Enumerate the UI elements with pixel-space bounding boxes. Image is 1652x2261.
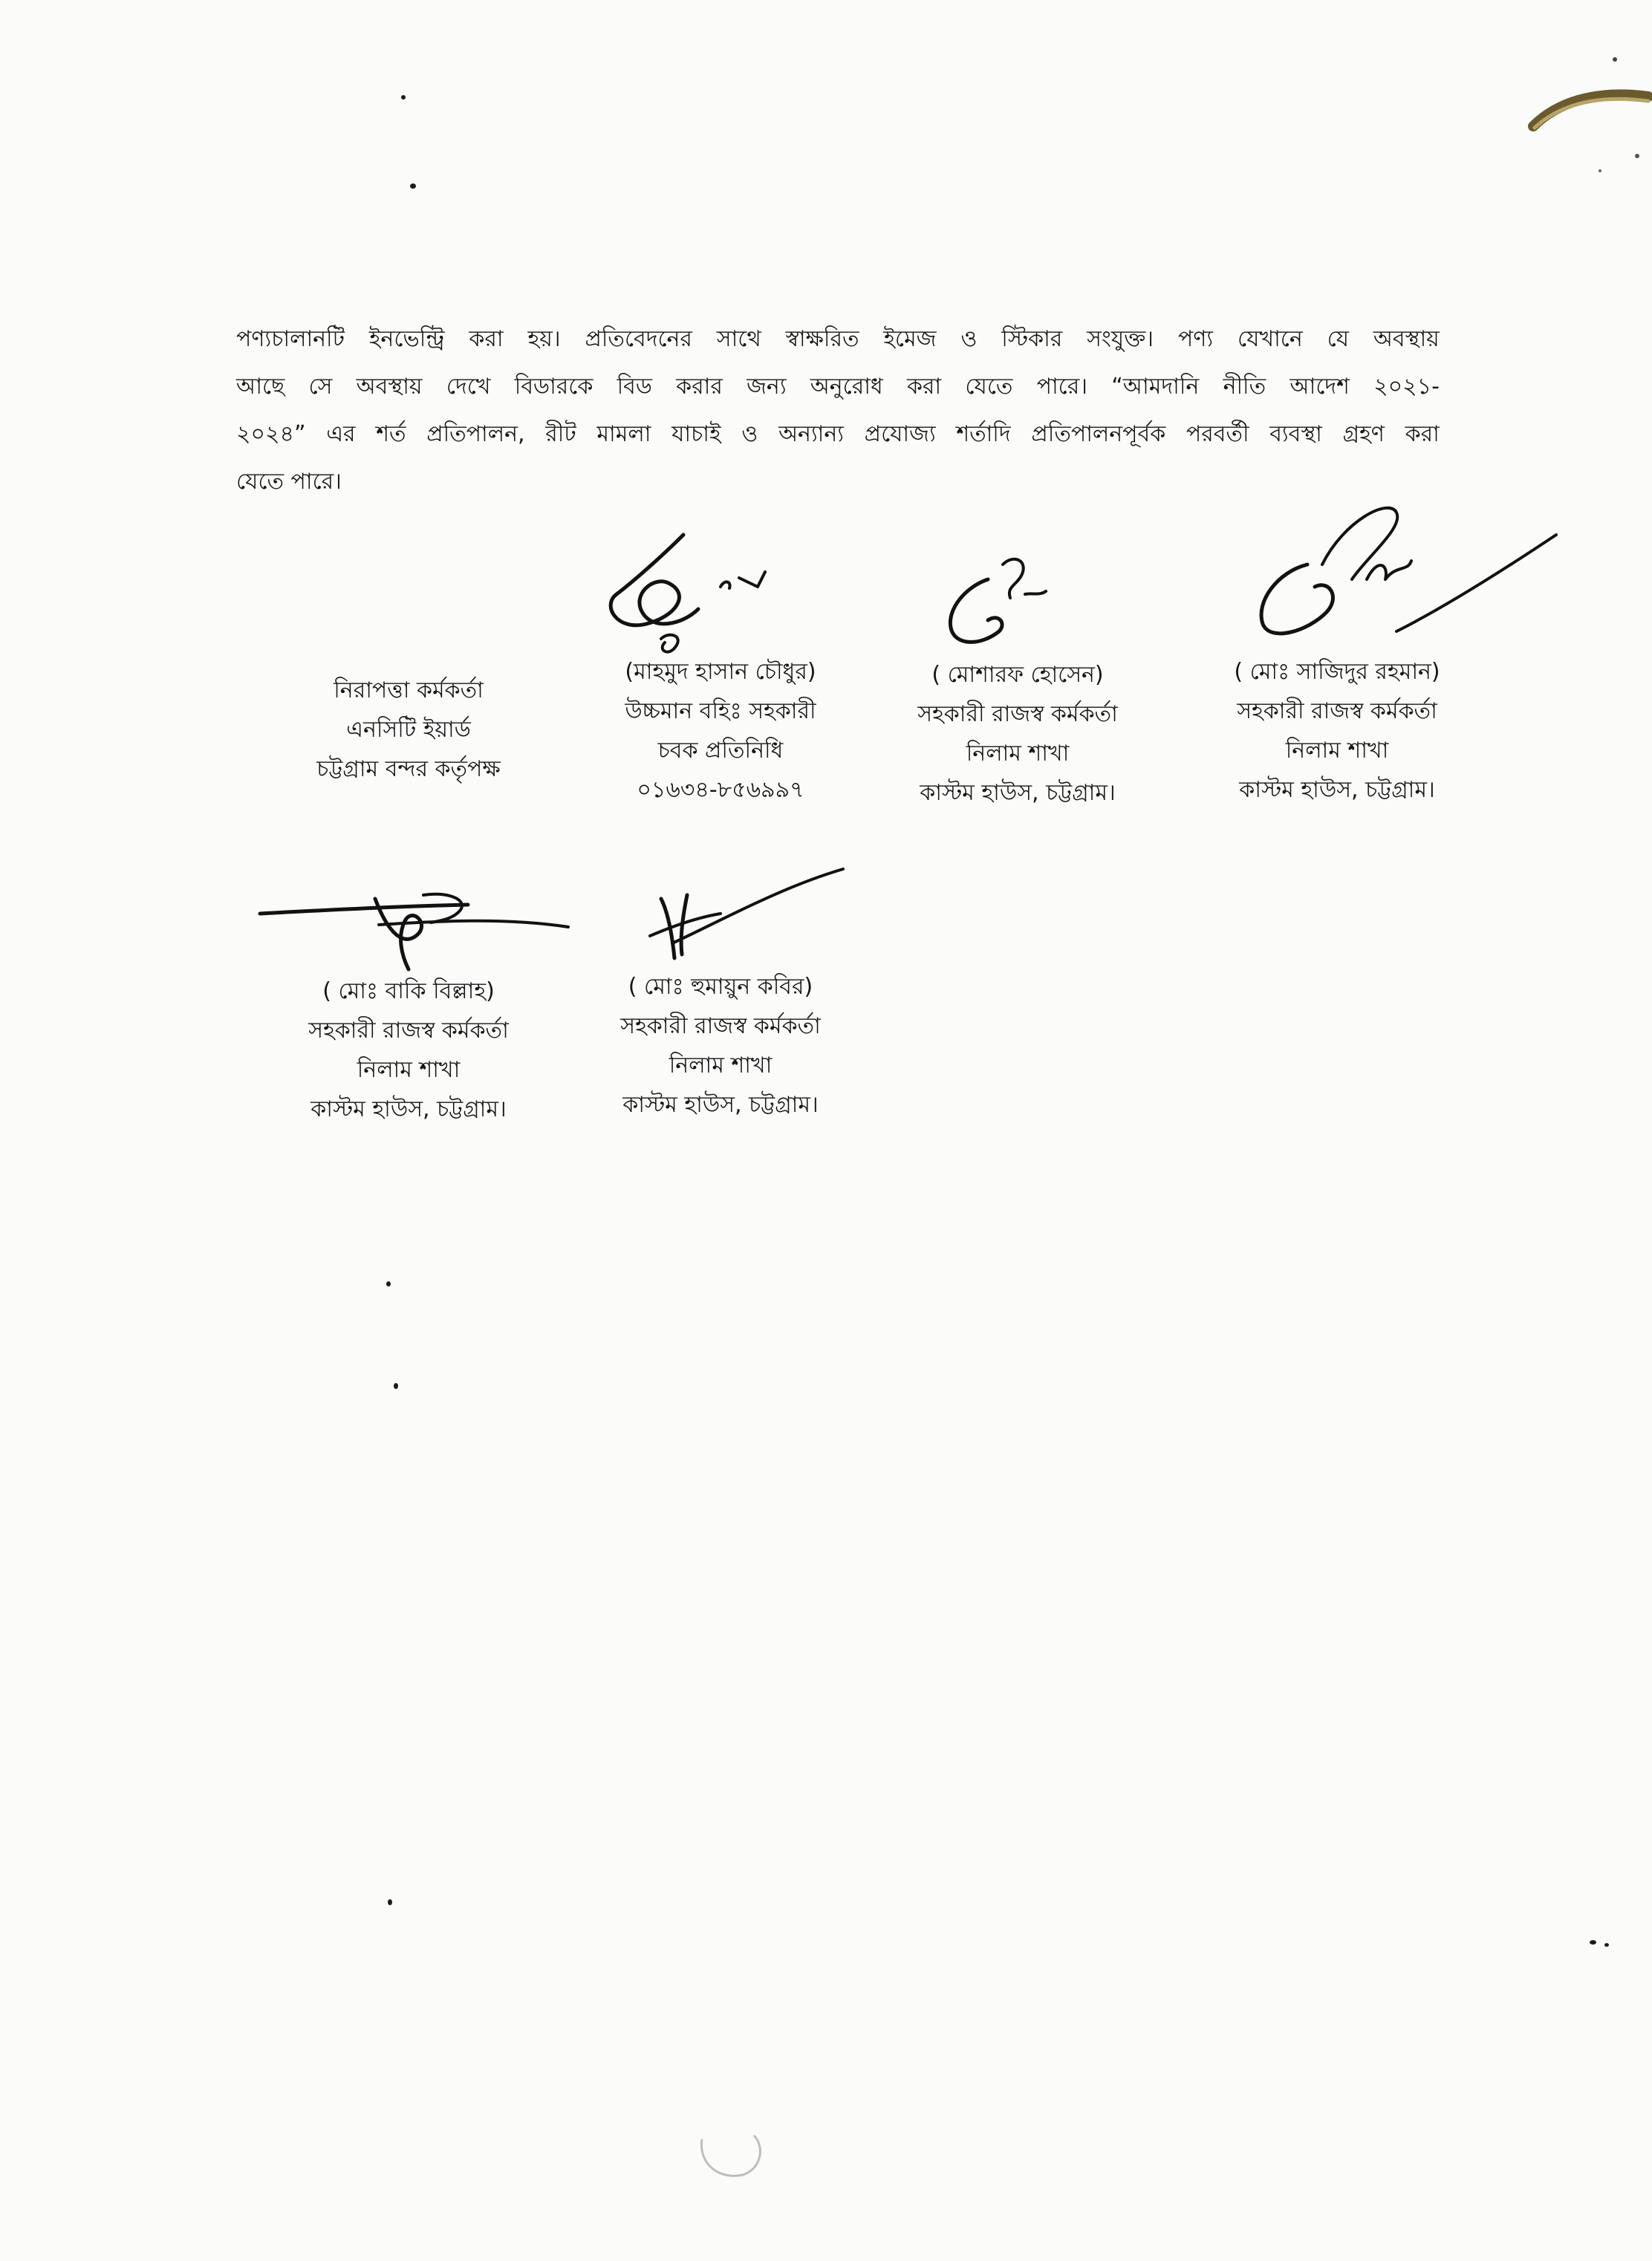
signatory-name: ( মোশারফ হোসেন) xyxy=(931,662,1104,688)
scan-speck xyxy=(388,1899,392,1905)
signatory-office: চবক প্রতিনিধি xyxy=(657,738,784,764)
signatory-designation: নিরাপত্তা কর্মকর্তা xyxy=(334,677,484,703)
scan-speck xyxy=(401,95,406,100)
word: ইনভেন্ট্রি xyxy=(368,326,445,352)
word: মামলা xyxy=(596,421,651,447)
signatory-designation: সহকারী রাজস্ব কর্মকর্তা xyxy=(1237,698,1437,724)
signatory-designation: সহকারী রাজস্ব কর্মকর্তা xyxy=(308,1018,509,1044)
faint-ring-mark xyxy=(691,2109,773,2191)
word: সাথে xyxy=(716,326,761,352)
word: ২০২৪” xyxy=(236,421,306,447)
word: যেখানে xyxy=(1237,326,1303,352)
signature-mosharraf-hossain xyxy=(929,535,1062,661)
scan-speck xyxy=(1604,1943,1609,1947)
word: প্রতিপালন, xyxy=(426,421,525,447)
word: পরবর্তী xyxy=(1186,421,1249,447)
signatory-office: নিলাম শাখা xyxy=(966,741,1070,767)
signatory-designation: সহকারী রাজস্ব কর্মকর্তা xyxy=(917,701,1118,727)
signatory-organization: কাস্টম হাউস, চট্টগ্রাম। xyxy=(622,1092,819,1118)
signatory-phone: ০১৬৩৪-৮৫৬৯৯৭ xyxy=(637,777,804,803)
word: রীট xyxy=(545,421,576,447)
body-paragraph xyxy=(236,316,1440,506)
body-line-4: যেতে পারে। xyxy=(236,469,342,495)
word: জন্য xyxy=(747,374,787,400)
word: করার xyxy=(676,374,723,400)
word: করা xyxy=(1405,421,1440,447)
word: এর xyxy=(326,421,356,447)
signatory-office: নিলাম শাখা xyxy=(669,1053,773,1079)
signatory-designation: সহকারী রাজস্ব কর্মকর্তা xyxy=(620,1013,821,1039)
signatory-office: নিলাম শাখা xyxy=(357,1057,461,1083)
word: প্রতিপালনপূর্বক xyxy=(1031,421,1166,447)
word: আছে xyxy=(236,374,285,400)
signatory-designation: উচ্চমান বহিঃ সহকারী xyxy=(625,698,816,724)
signatory-name: ( মোঃ হুমায়ুন কবির) xyxy=(628,974,813,1000)
signature-sajidur-rahman xyxy=(1218,483,1575,676)
word: সে xyxy=(308,374,333,400)
word: নীতি xyxy=(1223,374,1266,400)
word: আদেশ xyxy=(1290,374,1350,400)
signatory-office: নিলাম শাখা xyxy=(1285,738,1389,764)
word: স্টিকার xyxy=(1001,326,1063,352)
signatory-organization: কাস্টম হাউস, চট্টগ্রাম। xyxy=(1239,777,1435,803)
signatory-name: (মাহমুদ হাসান চৌধুর) xyxy=(625,659,816,685)
word: ইমেজ xyxy=(883,326,937,352)
signatory-organization: চট্টগ্রাম বন্দর কর্তৃপক্ষ xyxy=(316,756,501,782)
word: অন্যান্য xyxy=(778,421,844,447)
signature-baki-billah xyxy=(253,869,579,980)
signatory-humayun-kabir xyxy=(572,967,869,1125)
signatory-office: এনসিটি ইয়ার্ড xyxy=(346,717,471,743)
signatory-organization: কাস্টম হাউস, চট্টগ্রাম। xyxy=(310,1096,507,1122)
word: হয়। xyxy=(527,326,561,352)
word: প্রতিবেদনের xyxy=(585,326,692,352)
word: ব্যবস্থা xyxy=(1269,421,1322,447)
scan-speck xyxy=(386,1281,391,1286)
word: দেখে xyxy=(446,374,491,400)
word: যেতে xyxy=(965,374,1013,400)
word: করা xyxy=(906,374,942,400)
signatory-name: ( মোঃ বাকি বিল্লাহ) xyxy=(322,978,495,1004)
scan-speck xyxy=(1590,1940,1596,1945)
word: ও xyxy=(960,326,978,352)
signature-mahmud-hasan xyxy=(587,513,810,676)
signatory-sajidur-rahman xyxy=(1181,652,1493,810)
signatory-security-officer xyxy=(253,671,565,789)
word: অনুরোধ xyxy=(810,374,883,400)
word: শর্তাদি xyxy=(956,421,1011,447)
signatory-organization: কাস্টম হাউস, চট্টগ্রাম। xyxy=(920,780,1116,806)
signatory-baki-billah xyxy=(253,972,565,1129)
word: পণ্যচালানটি xyxy=(236,326,345,352)
body-line-1 xyxy=(236,316,1440,363)
word: অবস্থায় xyxy=(356,374,423,400)
word: প্রযোজ্য xyxy=(864,421,936,447)
word: শর্ত xyxy=(376,421,406,447)
word: করা xyxy=(469,326,504,352)
word: যাচাই xyxy=(671,421,721,447)
body-line-2 xyxy=(236,363,1440,411)
word: বিড xyxy=(617,374,652,400)
signature-humayun-kabir xyxy=(631,854,854,973)
signatory-mahmud-hasan xyxy=(565,652,877,810)
body-line-3 xyxy=(236,411,1440,458)
binder-string-image xyxy=(1489,45,1652,193)
signatory-name: ( মোঃ সাজিদুর রহমান) xyxy=(1234,659,1440,685)
word: গ্রহণ xyxy=(1342,421,1385,447)
word: সংযুক্ত। xyxy=(1087,326,1154,352)
word: পণ্য xyxy=(1177,326,1214,352)
word: বিডারকে xyxy=(514,374,594,400)
word: ২০২১- xyxy=(1373,374,1440,400)
word: যে xyxy=(1327,326,1350,352)
word: “আমদানি xyxy=(1111,374,1200,400)
word: স্বাক্ষরিত xyxy=(785,326,859,352)
scan-speck xyxy=(394,1383,398,1389)
word: অবস্থায় xyxy=(1373,326,1440,352)
signatory-mosharraf-hossain xyxy=(869,655,1166,813)
word: ও xyxy=(741,421,758,447)
scan-speck xyxy=(410,183,416,189)
word: পারে। xyxy=(1036,374,1087,400)
